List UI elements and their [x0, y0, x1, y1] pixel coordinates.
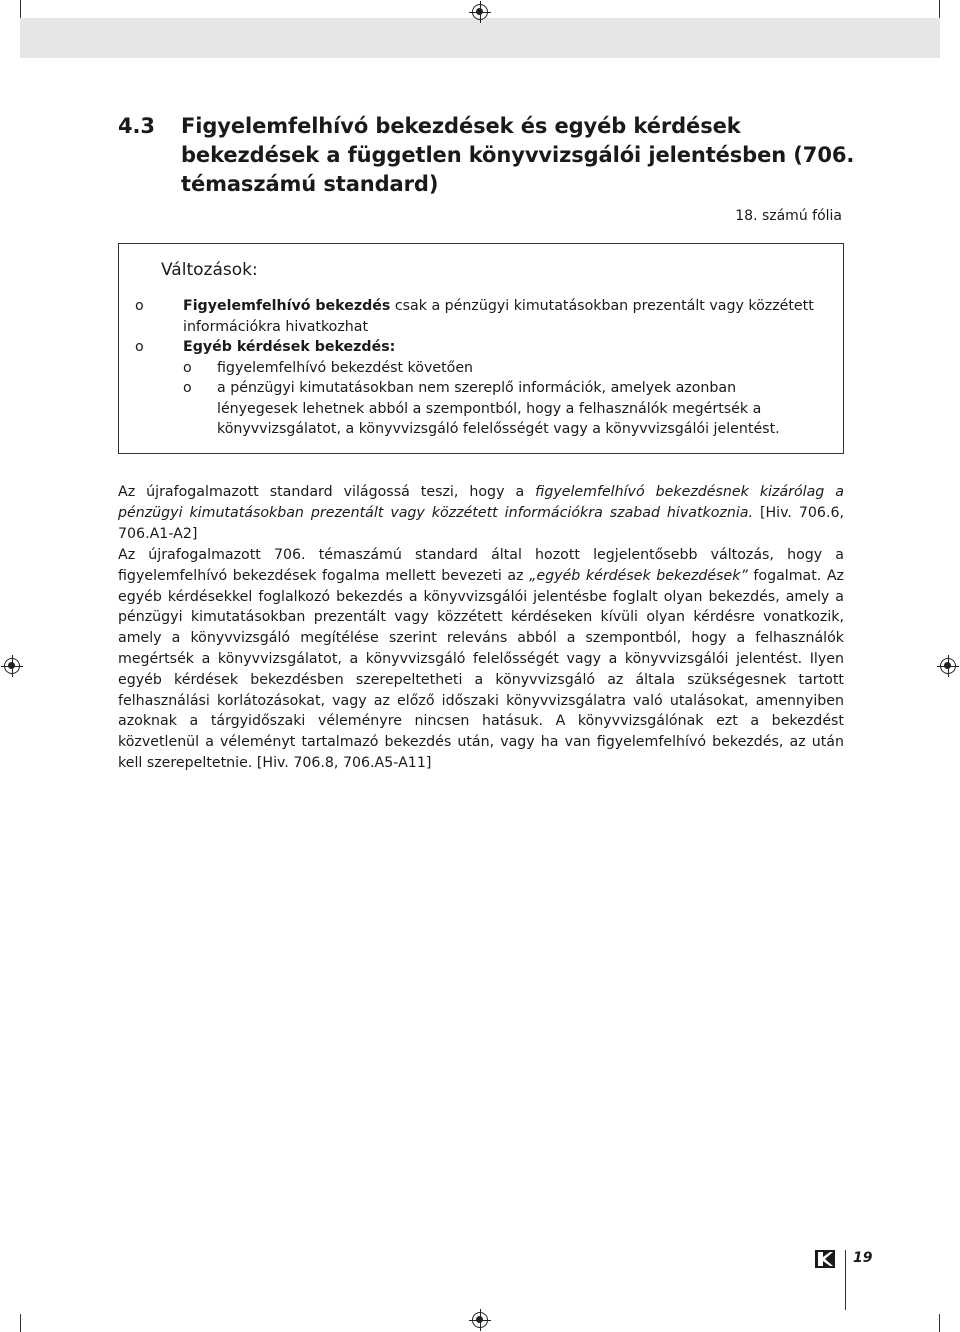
bullet-marker: o: [135, 298, 144, 314]
paragraph-1: [118, 482, 844, 544]
paragraph-1-lead: Az újrafogalmazott standard világossá teszi, hogy a: [118, 484, 536, 500]
publisher-logo-icon: [815, 1250, 835, 1268]
paragraph-2: [118, 545, 844, 774]
list-item: [135, 296, 815, 337]
changes-box-title: Változások:: [161, 260, 258, 280]
list-item-bold: Figyelemfelhívó bekezdés: [183, 298, 391, 314]
registration-mark-bottom-icon: [472, 1312, 488, 1328]
sub-list-item: [135, 358, 815, 379]
bullet-marker: o: [183, 359, 192, 376]
list-item-bold: Egyéb kérdések bekezdés:: [183, 339, 396, 355]
registration-mark-left-icon: [4, 658, 20, 674]
section-title: Figyelemfelhívó bekezdések és egyéb kérdések bekezdések a független könyvvizsgálói jelentésben (706. témaszámú standard): [181, 114, 855, 196]
changes-box: [118, 243, 844, 454]
sub-list-item-text: figyelemfelhívó bekezdést követően: [217, 359, 474, 376]
list-item: [135, 337, 815, 358]
crop-mark-top-right: [939, 0, 940, 18]
registration-mark-top-icon: [472, 4, 488, 20]
crop-mark-top-left: [20, 0, 21, 18]
print-header-bar: [20, 18, 940, 58]
paragraph-2-italic: „egyéb kérdések bekezdések”: [529, 567, 748, 584]
section-number: 4.3: [118, 114, 155, 138]
paragraph-1-tail: [Hiv. 706.6, 706.A1-A2]: [118, 504, 844, 542]
crop-mark-bottom-right: [939, 1314, 940, 1332]
registration-mark-right-icon: [940, 658, 956, 674]
folia-label: 18. számú fólia: [735, 208, 842, 224]
sub-list-item-text: a pénzügyi kimutatásokban nem szereplő információk, amelyek azonban lényegesek lehetnek abból a szempontból, hogy a felhasználók megértsék a könyvvizsgálatot, a könyvvizsgáló felelősségét vagy a könyvvizsgálói jelentést.: [217, 380, 780, 437]
paragraph-2-lead: Az újrafogalmazott 706. témaszámú standard által hozott legjelentősebb változás, hogy a figyelemfelhívó bekezdések fogalma mellett bevezeti az: [118, 547, 844, 584]
list-item-text: csak a pénzügyi kimutatásokban prezentált vagy közzétett információkra hivatkozhat: [183, 298, 814, 335]
bullet-marker: o: [135, 339, 144, 355]
sub-list-item: [135, 378, 815, 440]
bullet-marker: o: [183, 380, 192, 396]
changes-list: [135, 296, 815, 440]
paragraph-2-tail: fogalmat. Az egyéb kérdésekkel foglalkozó bekezdés a könyvvizsgálói jelentésbe foglalt olyan bekezdés, amely a pénzügyi kimutatásokban prezentált vagy közzétett kérdéseken kívüli olyan kérdésre vonatkozik, amely a könyvvizsgáló megítélése szerint releváns abból a szempontból, hogy a felhasználók megértsék a könyvvizsgálatot, a könyvvizsgáló felelősségét vagy a könyvvizsgálói jelentést. Ilyen egyéb kérdések bekezdésben szerepeltetheti a könyvvizsgáló az általa szükségesnek tartott felhasználási korlátozásokat, vagy az előző időszaki könyvvizsgálatra való utalásokat, amennyiben azoknak a tárgyidőszaki véleményre nincsen hatásuk. A könyvvizsgálónak ezt a bekezdést közvetlenül a véleményt tartalmazó bekezdés után, vagy ha van figyelemfelhívó bekezdés, az után kell szerepeltetnie. [Hiv. 706.8, 706.A5-A11]: [118, 567, 845, 771]
footer-divider: [845, 1250, 846, 1310]
section-heading: [118, 112, 858, 199]
paragraph-1-italic: figyelemfelhívó bekezdésnek kizárólag a pénzügyi kimutatásokban prezentált vagy közzétett információkra szabad hivatkoznia.: [118, 484, 844, 521]
page-number: 19: [853, 1250, 873, 1266]
crop-mark-bottom-left: [20, 1314, 21, 1332]
